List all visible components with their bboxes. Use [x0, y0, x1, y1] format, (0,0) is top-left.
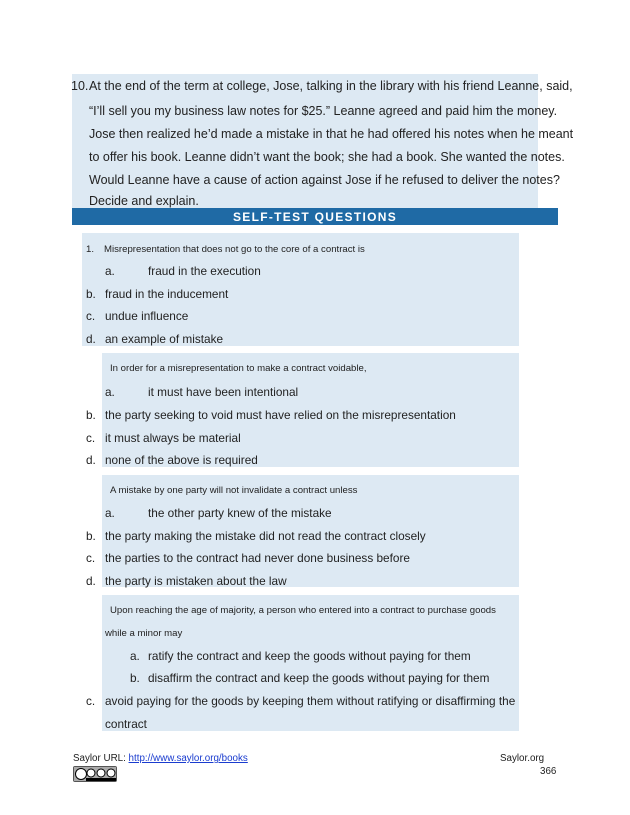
option-text: it must have been intentional: [148, 385, 299, 399]
option-text: contract: [105, 717, 147, 731]
question-1-number: 1.: [86, 244, 95, 255]
footer-site: Saylor.org: [500, 753, 545, 764]
option-text: fraud in the inducement: [105, 287, 229, 301]
option-text: the party seeking to void must have relied on the misrepresentation: [105, 408, 456, 422]
option-label: d.: [86, 453, 96, 467]
option-label: b.: [86, 529, 96, 543]
question-10-line: to offer his book. Leanne didn’t want the book; she had a book. She wanted the notes.: [89, 150, 565, 164]
option-label: a.: [105, 385, 115, 399]
option-text: undue influence: [105, 309, 189, 323]
option-label: a.: [105, 264, 115, 278]
footer-url-prefix: Saylor URL:: [73, 753, 129, 764]
option-label: c.: [86, 551, 96, 565]
option-label: c.: [86, 431, 96, 445]
option-text: fraud in the execution: [148, 264, 261, 278]
option-text: ratify the contract and keep the goods without paying for them: [148, 649, 471, 663]
question-1-block: [82, 233, 519, 346]
section-header: SELF-TEST QUESTIONS: [72, 208, 558, 225]
option-text: avoid paying for the goods by keeping them without ratifying or disaffirming the: [105, 694, 516, 708]
question-1-stem: Misrepresentation that does not go to the core of a contract is: [104, 244, 365, 255]
option-label: d.: [86, 332, 96, 346]
creative-commons-badge-icon: [73, 766, 117, 782]
option-text: the party is mistaken about the law: [105, 574, 287, 588]
saylor-books-link[interactable]: http://www.saylor.org/books: [128, 753, 248, 764]
page-number: 366: [540, 766, 557, 777]
option-label: b.: [130, 671, 140, 685]
option-text: an example of mistake: [105, 332, 224, 346]
option-text: the party making the mistake did not read the contract closely: [105, 529, 426, 543]
question-4-stem-line: while a minor may: [105, 628, 183, 639]
question-10-line: At the end of the term at college, Jose, talking in the library with his friend Leanne, said,: [89, 79, 573, 93]
question-3-stem: A mistake by one party will not invalidate a contract unless: [110, 485, 358, 496]
question-10-line: Would Leanne have a cause of action against Jose if he refused to deliver the notes?: [89, 173, 560, 187]
option-label: b.: [86, 287, 96, 301]
option-text: disaffirm the contract and keep the goods without paying for them: [148, 671, 490, 685]
question-4-stem-line: Upon reaching the age of majority, a person who entered into a contract to purchase goods: [110, 605, 496, 616]
option-label: d.: [86, 574, 96, 588]
option-label: c.: [86, 309, 96, 323]
footer-url: [73, 753, 248, 764]
question-2-stem: In order for a misrepresentation to make a contract voidable,: [110, 363, 367, 374]
option-text: the parties to the contract had never done business before: [105, 551, 410, 565]
question-10-number: 10.: [71, 79, 89, 93]
option-label: c.: [86, 694, 96, 708]
option-label: a.: [105, 506, 115, 520]
option-text: it must always be material: [105, 431, 241, 445]
question-10-line: Jose then realized he’d made a mistake in that he had offered his notes when he meant: [89, 127, 574, 141]
option-text: the other party knew of the mistake: [148, 506, 332, 520]
option-text: none of the above is required: [105, 453, 258, 467]
question-10-block: [71, 74, 574, 210]
option-label: a.: [130, 649, 140, 663]
question-10-line: Decide and explain.: [89, 194, 199, 208]
question-4-block: [102, 595, 519, 731]
option-label: b.: [86, 408, 96, 422]
question-10-line: “I’ll sell you my business law notes for $25.” Leanne agreed and paid him the money.: [89, 104, 558, 118]
